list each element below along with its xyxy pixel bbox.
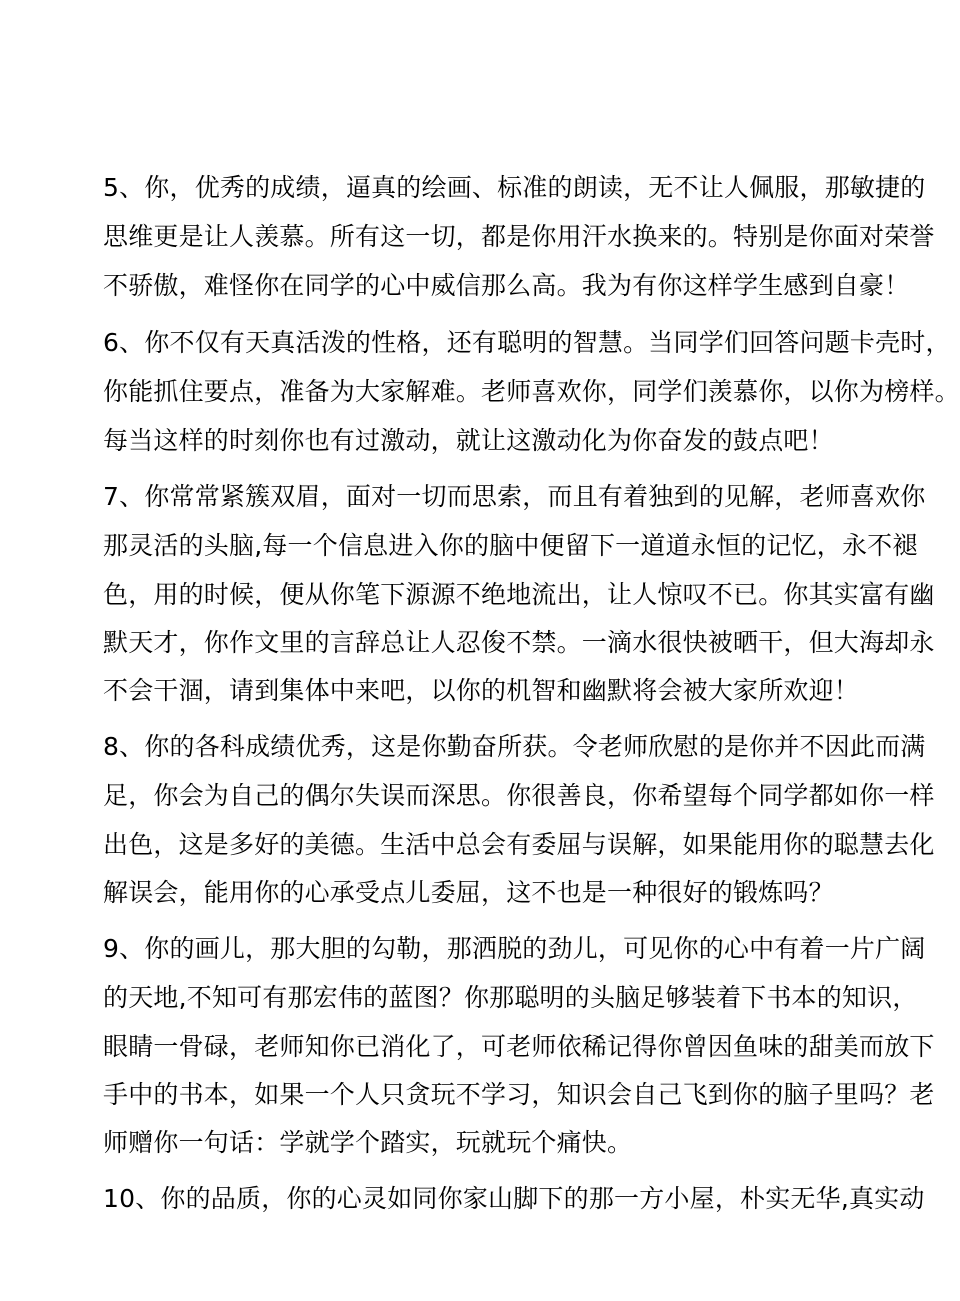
text-line: 不骄傲，难怪你在同学的心中威信那么高。我为有你这样学生感到自豪！ <box>103 271 910 300</box>
text-line: 手中的书本，如果一个人只贪玩不学习，知识会自己飞到你的脑子里吗？老 <box>103 1080 935 1109</box>
text-line: 6、你不仅有天真活泼的性格，还有聪明的智慧。当同学们回答问题卡壳时， <box>103 328 951 357</box>
text-line: 色，用的时候，便从你笔下源源不绝地流出，让人惊叹不已。你其实富有幽 <box>103 580 935 609</box>
text-line: 默天才，你作文里的言辞总让人忍俊不禁。一滴水很快被晒干，但大海却永 <box>103 628 935 657</box>
text-line: 5、你，优秀的成绩，逼真的绘画、标准的朗读，无不让人佩服，那敏捷的 <box>103 173 926 202</box>
text-line: 9、你的画儿，那大胆的勾勒，那洒脱的劲儿，可见你的心中有着一片广阔 <box>103 934 926 963</box>
text-line: 10、你的品质，你的心灵如同你家山脚下的那一方小屋，朴实无华,真实动 <box>103 1184 925 1213</box>
text-line: 的天地,不知可有那宏伟的蓝图？你那聪明的头脑足够装着下书本的知识， <box>103 983 918 1012</box>
text-line: 解误会，能用你的心承受点儿委屈，这不也是一种很好的锻炼吗？ <box>103 878 834 907</box>
text-line: 师赠你一句话：学就学个踏实，玩就玩个痛快。 <box>103 1128 633 1157</box>
text-line: 眼睛一骨碌，老师知你已消化了，可老师依稀记得你曾因鱼味的甜美而放下 <box>103 1032 935 1061</box>
text-line: 思维更是让人羡慕。所有这一切，都是你用汗水换来的。特别是你面对荣誉 <box>103 222 935 251</box>
text-line: 足，你会为自己的偶尔失误而深思。你很善良，你希望每个同学都如你一样 <box>103 781 935 810</box>
text-line: 那灵活的头脑,每一个信息进入你的脑中便留下一道道永恒的记忆，永不褪 <box>103 531 918 560</box>
text-line: 每当这样的时刻你也有过激动，就让这激动化为你奋发的鼓点吧！ <box>103 426 834 455</box>
text-line: 出色，这是多好的美德。生活中总会有委屈与误解，如果能用你的聪慧去化 <box>103 830 935 859</box>
text-line: 8、你的各科成绩优秀，这是你勤奋所获。令老师欣慰的是你并不因此而满 <box>103 732 926 761</box>
text-line: 你能抓住要点，准备为大家解难。老师喜欢你，同学们羡慕你，以你为榜样。 <box>103 377 960 406</box>
text-line: 7、你常常紧簇双眉，面对一切而思索，而且有着独到的见解，老师喜欢你 <box>103 482 926 511</box>
text-line: 不会干涸，请到集体中来吧，以你的机智和幽默将会被大家所欢迎！ <box>103 676 860 705</box>
